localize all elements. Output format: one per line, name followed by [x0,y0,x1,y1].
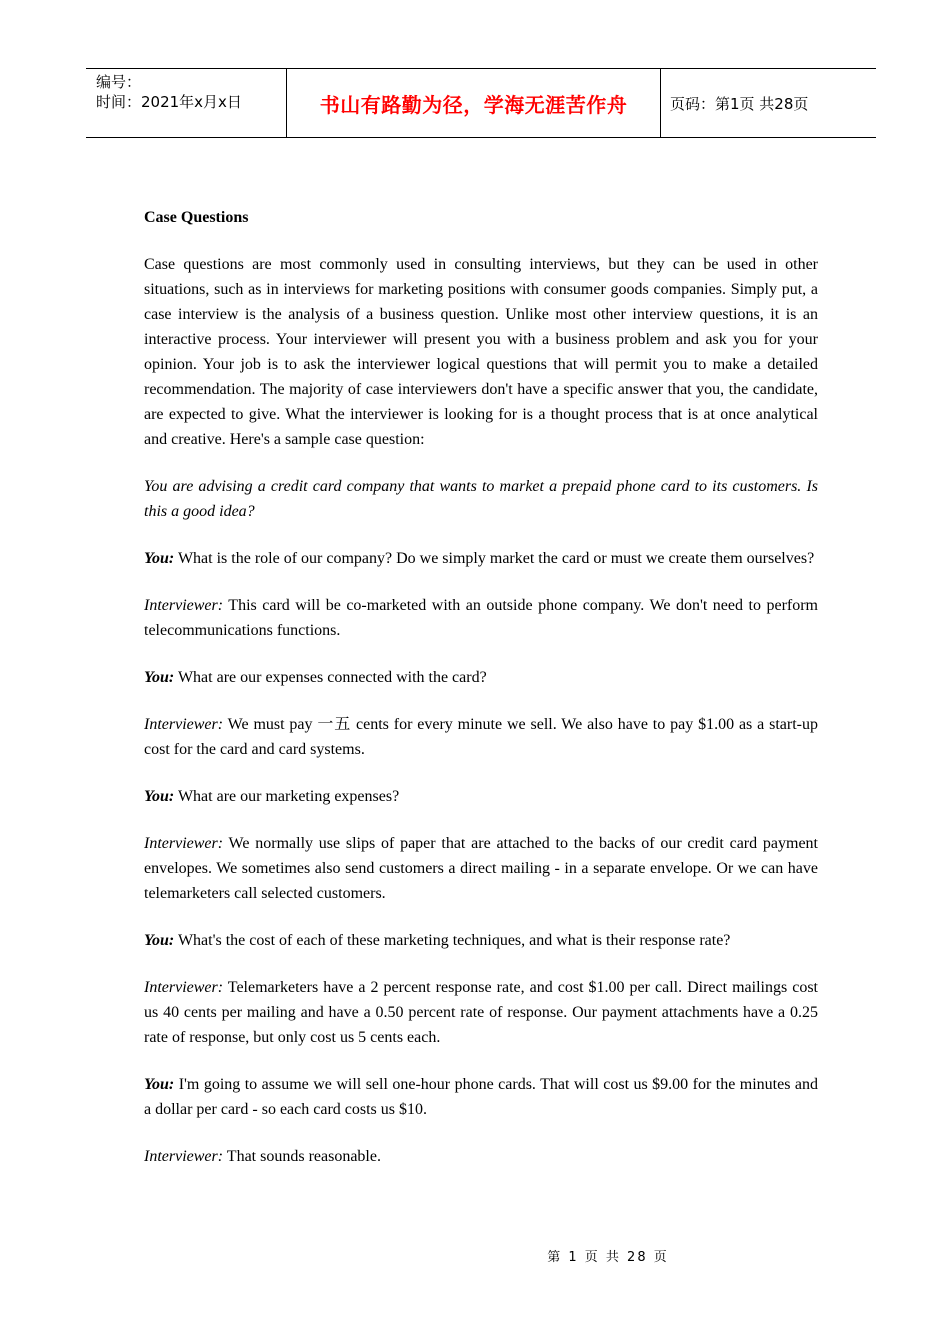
dialogue-text: What's the cost of each of these marketing techniques, and what is their response rate? [174,932,731,949]
intro-paragraph: Case questions are most commonly used in consulting interviews, but they can be used in other situations, such as in interviews for marketing positions with consumer goods companies. Simply put, a case interview is the analysis of a business question. Unlike most other interview questions, it is an interactive process. Your interviewer will present you with a business problem and ask you for your opinion. Your job is to ask the interviewer logical questions that will permit you to make a detailed recommendation. The majority of case interviewers don't have a specific answer that you, the candidate, are expected to give. What the interviewer is looking for is a thought process that is at once analytical and creative. Here's a sample case question: [144,256,818,448]
document-number-label: 编号： [96,73,142,91]
dialogue-line [144,1144,818,1169]
speaker-label: You: [144,932,175,949]
speaker-label: You: [144,669,175,686]
dialogue-text: This card will be co-marketed with an outside phone company. We don't need to perform telecommunications functions. [144,597,818,639]
dialogue-line [144,712,818,762]
page-footer: 第 1 页 共 28 页 [547,1250,669,1265]
dialogue-line [144,928,818,953]
dialogue-text: What is the role of our company? Do we simply market the card or must we create them ourselves? [174,550,815,567]
dialogue-text: That sounds reasonable. [223,1148,381,1165]
dialogue-text: Telemarketers have a 2 percent response rate, and cost $1.00 per call. Direct mailings cost us 40 cents per mailing and have a 0.50 percent rate of response. Our payment attachments have a 0.25 rate of response, but only cost us 5 cents each. [144,979,818,1046]
speaker-label: Interviewer: [144,716,224,733]
dialogue-text: What are our expenses connected with the card? [174,669,487,686]
dialogue-text: What are our marketing expenses? [174,788,400,805]
dialogue-text: I'm going to assume we will sell one-hour phone cards. That will cost us $9.00 for the minutes and a dollar per card - so each card costs us $10. [144,1076,818,1118]
document-time-label: 时间：2021年x月x日 [96,93,242,111]
section-title: Case Questions [144,209,249,226]
dialogue-line [144,665,818,690]
header-info-cell [86,69,287,137]
dialogue-line [144,975,818,1050]
speaker-label: You: [144,550,175,567]
dialogue-text: We normally use slips of paper that are attached to the backs of our credit card payment envelopes. We sometimes also send customers a direct mailing - in a separate envelope. Or we can have telemarketers call selected customers. [144,835,818,902]
speaker-label: You: [144,788,175,805]
speaker-label: You: [144,1076,175,1093]
document-body [144,205,818,1191]
header-page-number: 页码：第1页 共28页 [670,94,809,113]
header-motto: 书山有路勤为径，学海无涯苦作舟 [287,69,661,137]
speaker-label: Interviewer: [144,597,224,614]
speaker-label: Interviewer: [144,1148,224,1165]
page-header [86,68,876,138]
dialogue-line [144,593,818,643]
speaker-label: Interviewer: [144,835,224,852]
sample-question: You are advising a credit card company that wants to market a prepaid phone card to its customers. Is this a good idea? [144,478,818,520]
dialogue-line [144,831,818,906]
dialogue-line [144,784,818,809]
dialogue-text: We must pay 一五 cents for every minute we sell. We also have to pay $1.00 as a start-up cost for the card and card systems. [144,716,818,758]
dialogue-line [144,546,818,571]
speaker-label: Interviewer: [144,979,224,996]
dialogue-line [144,1072,818,1122]
